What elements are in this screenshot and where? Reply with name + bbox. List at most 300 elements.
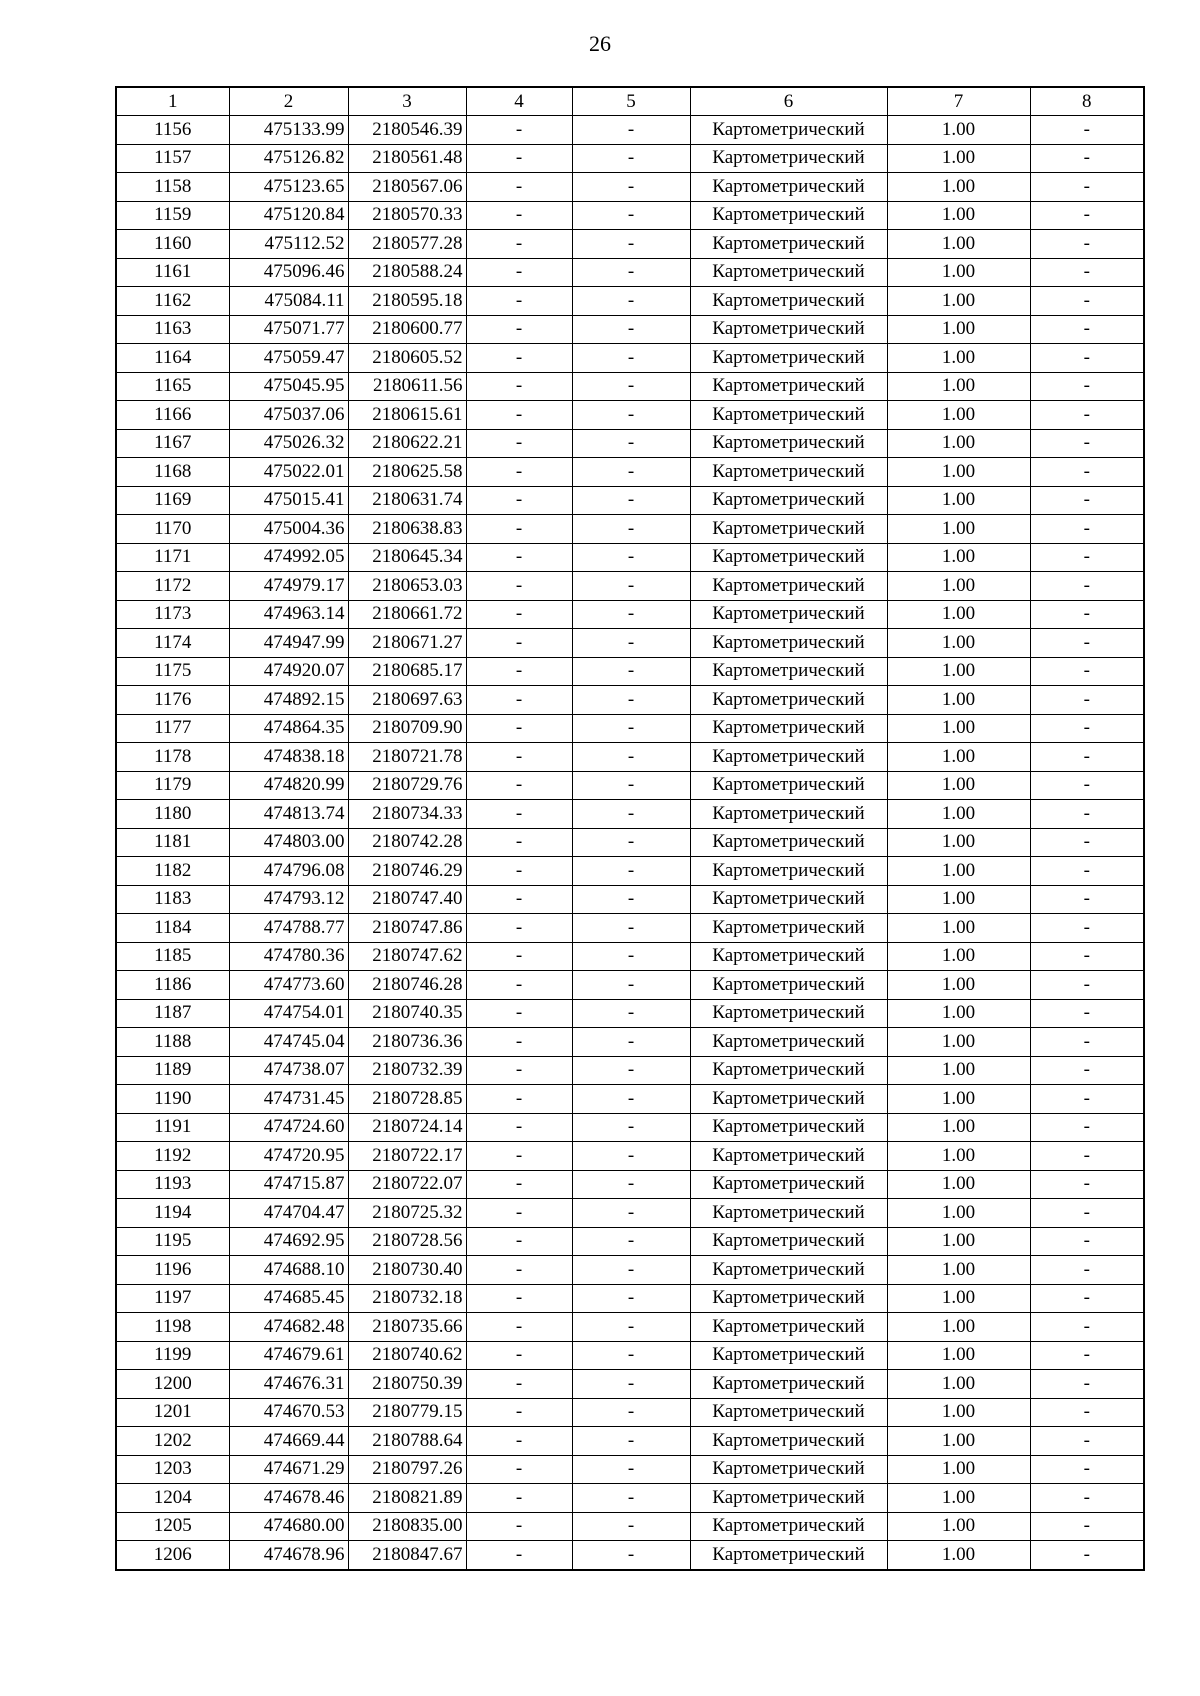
col-8-cell: - [1030, 1256, 1144, 1285]
col-5-cell: - [572, 771, 690, 800]
col-4-cell: - [466, 743, 572, 772]
point-number-cell: 1205 [116, 1512, 229, 1541]
table-row [116, 1113, 1144, 1142]
coord-y-cell: 2180747.86 [348, 914, 466, 943]
coord-y-cell: 2180600.77 [348, 315, 466, 344]
coord-x-cell: 474947.99 [229, 629, 348, 658]
accuracy-cell: 1.00 [887, 1227, 1030, 1256]
coord-y-cell: 2180546.39 [348, 116, 466, 145]
accuracy-cell: 1.00 [887, 230, 1030, 259]
col-4-cell: - [466, 1427, 572, 1456]
col-8-cell: - [1030, 686, 1144, 715]
point-number-cell: 1197 [116, 1284, 229, 1313]
point-number-cell: 1196 [116, 1256, 229, 1285]
method-cell: Картометрический [690, 344, 887, 373]
method-cell: Картометрический [690, 1341, 887, 1370]
table-row [116, 1455, 1144, 1484]
point-number-cell: 1177 [116, 714, 229, 743]
point-number-cell: 1173 [116, 600, 229, 629]
col-8-cell: - [1030, 515, 1144, 544]
method-cell: Картометрический [690, 1512, 887, 1541]
table-row [116, 144, 1144, 173]
coord-x-cell: 474676.31 [229, 1370, 348, 1399]
point-number-cell: 1203 [116, 1455, 229, 1484]
col-8-cell: - [1030, 914, 1144, 943]
coord-x-cell: 475045.95 [229, 372, 348, 401]
col-8-cell: - [1030, 1170, 1144, 1199]
method-cell: Картометрический [690, 657, 887, 686]
coord-x-cell: 474803.00 [229, 828, 348, 857]
coord-y-cell: 2180622.21 [348, 429, 466, 458]
col-8-cell: - [1030, 1398, 1144, 1427]
col-4-cell: - [466, 1227, 572, 1256]
coord-y-cell: 2180740.35 [348, 999, 466, 1028]
table-row [116, 258, 1144, 287]
col-8-cell: - [1030, 1085, 1144, 1114]
coord-x-cell: 474715.87 [229, 1170, 348, 1199]
col-4-cell: - [466, 1284, 572, 1313]
coord-x-cell: 474745.04 [229, 1028, 348, 1057]
col-8-cell: - [1030, 287, 1144, 316]
accuracy-cell: 1.00 [887, 999, 1030, 1028]
accuracy-cell: 1.00 [887, 971, 1030, 1000]
col-5-cell: - [572, 971, 690, 1000]
point-number-cell: 1194 [116, 1199, 229, 1228]
table-body [116, 116, 1144, 1570]
col-5-cell: - [572, 1284, 690, 1313]
col-8-cell: - [1030, 1227, 1144, 1256]
col-8-cell: - [1030, 1484, 1144, 1513]
method-cell: Картометрический [690, 315, 887, 344]
col-8-cell: - [1030, 543, 1144, 572]
col-4-cell: - [466, 1541, 572, 1570]
coord-y-cell: 2180788.64 [348, 1427, 466, 1456]
coord-y-cell: 2180567.06 [348, 173, 466, 202]
col-5-cell: - [572, 401, 690, 430]
table-row [116, 543, 1144, 572]
coord-x-cell: 474963.14 [229, 600, 348, 629]
coord-y-cell: 2180747.40 [348, 885, 466, 914]
header-cell-2: 2 [229, 87, 348, 116]
table-row [116, 201, 1144, 230]
method-cell: Картометрический [690, 258, 887, 287]
header-cell-1: 1 [116, 87, 229, 116]
accuracy-cell: 1.00 [887, 344, 1030, 373]
point-number-cell: 1204 [116, 1484, 229, 1513]
method-cell: Картометрический [690, 230, 887, 259]
method-cell: Картометрический [690, 800, 887, 829]
table-row [116, 999, 1144, 1028]
coord-x-cell: 475059.47 [229, 344, 348, 373]
table-row [116, 714, 1144, 743]
coord-x-cell: 474979.17 [229, 572, 348, 601]
accuracy-cell: 1.00 [887, 629, 1030, 658]
col-8-cell: - [1030, 401, 1144, 430]
coord-x-cell: 475120.84 [229, 201, 348, 230]
point-number-cell: 1175 [116, 657, 229, 686]
accuracy-cell: 1.00 [887, 429, 1030, 458]
coord-y-cell: 2180625.58 [348, 458, 466, 487]
col-5-cell: - [572, 1370, 690, 1399]
col-4-cell: - [466, 999, 572, 1028]
col-5-cell: - [572, 1484, 690, 1513]
point-number-cell: 1180 [116, 800, 229, 829]
coord-y-cell: 2180734.33 [348, 800, 466, 829]
col-8-cell: - [1030, 1341, 1144, 1370]
table-row [116, 771, 1144, 800]
table-row [116, 1341, 1144, 1370]
table-row [116, 230, 1144, 259]
col-4-cell: - [466, 828, 572, 857]
accuracy-cell: 1.00 [887, 144, 1030, 173]
coord-x-cell: 474892.15 [229, 686, 348, 715]
col-4-cell: - [466, 1398, 572, 1427]
header-cell-7: 7 [887, 87, 1030, 116]
accuracy-cell: 1.00 [887, 1427, 1030, 1456]
point-number-cell: 1157 [116, 144, 229, 173]
point-number-cell: 1184 [116, 914, 229, 943]
coord-y-cell: 2180728.56 [348, 1227, 466, 1256]
coord-y-cell: 2180561.48 [348, 144, 466, 173]
coord-x-cell: 474754.01 [229, 999, 348, 1028]
table-row [116, 1370, 1144, 1399]
method-cell: Картометрический [690, 1085, 887, 1114]
coord-x-cell: 474704.47 [229, 1199, 348, 1228]
method-cell: Картометрический [690, 144, 887, 173]
coord-x-cell: 475096.46 [229, 258, 348, 287]
accuracy-cell: 1.00 [887, 600, 1030, 629]
col-5-cell: - [572, 1199, 690, 1228]
accuracy-cell: 1.00 [887, 771, 1030, 800]
col-8-cell: - [1030, 173, 1144, 202]
col-5-cell: - [572, 1541, 690, 1570]
col-4-cell: - [466, 572, 572, 601]
accuracy-cell: 1.00 [887, 1313, 1030, 1342]
method-cell: Картометрический [690, 1370, 887, 1399]
table-row [116, 429, 1144, 458]
coord-y-cell: 2180732.18 [348, 1284, 466, 1313]
table-row [116, 572, 1144, 601]
coord-x-cell: 474680.00 [229, 1512, 348, 1541]
coord-y-cell: 2180750.39 [348, 1370, 466, 1399]
accuracy-cell: 1.00 [887, 1056, 1030, 1085]
point-number-cell: 1168 [116, 458, 229, 487]
accuracy-cell: 1.00 [887, 173, 1030, 202]
accuracy-cell: 1.00 [887, 714, 1030, 743]
table-row [116, 315, 1144, 344]
header-cell-3: 3 [348, 87, 466, 116]
table-row [116, 600, 1144, 629]
col-4-cell: - [466, 1170, 572, 1199]
col-4-cell: - [466, 116, 572, 145]
col-4-cell: - [466, 201, 572, 230]
col-5-cell: - [572, 1085, 690, 1114]
coord-x-cell: 474678.96 [229, 1541, 348, 1570]
col-4-cell: - [466, 914, 572, 943]
coord-x-cell: 474813.74 [229, 800, 348, 829]
col-5-cell: - [572, 828, 690, 857]
col-5-cell: - [572, 1427, 690, 1456]
method-cell: Картометрический [690, 857, 887, 886]
col-8-cell: - [1030, 344, 1144, 373]
point-number-cell: 1164 [116, 344, 229, 373]
coord-x-cell: 474796.08 [229, 857, 348, 886]
method-cell: Картометрический [690, 771, 887, 800]
accuracy-cell: 1.00 [887, 857, 1030, 886]
col-5-cell: - [572, 515, 690, 544]
coord-x-cell: 474920.07 [229, 657, 348, 686]
col-5-cell: - [572, 144, 690, 173]
table-row [116, 885, 1144, 914]
accuracy-cell: 1.00 [887, 401, 1030, 430]
table-row [116, 1028, 1144, 1057]
col-4-cell: - [466, 1056, 572, 1085]
method-cell: Картометрический [690, 1484, 887, 1513]
accuracy-cell: 1.00 [887, 1085, 1030, 1114]
coord-y-cell: 2180577.28 [348, 230, 466, 259]
accuracy-cell: 1.00 [887, 1484, 1030, 1513]
point-number-cell: 1166 [116, 401, 229, 430]
table-row [116, 1541, 1144, 1570]
col-5-cell: - [572, 942, 690, 971]
col-8-cell: - [1030, 1541, 1144, 1570]
coord-y-cell: 2180671.27 [348, 629, 466, 658]
coord-x-cell: 475071.77 [229, 315, 348, 344]
method-cell: Картометрический [690, 1427, 887, 1456]
accuracy-cell: 1.00 [887, 543, 1030, 572]
point-number-cell: 1165 [116, 372, 229, 401]
method-cell: Картометрический [690, 971, 887, 1000]
header-cell-6: 6 [690, 87, 887, 116]
table-row [116, 942, 1144, 971]
table-row [116, 743, 1144, 772]
col-8-cell: - [1030, 315, 1144, 344]
method-cell: Картометрический [690, 1398, 887, 1427]
coord-y-cell: 2180729.76 [348, 771, 466, 800]
col-4-cell: - [466, 1256, 572, 1285]
col-8-cell: - [1030, 429, 1144, 458]
col-5-cell: - [572, 743, 690, 772]
method-cell: Картометрический [690, 999, 887, 1028]
accuracy-cell: 1.00 [887, 201, 1030, 230]
accuracy-cell: 1.00 [887, 258, 1030, 287]
table-row [116, 1398, 1144, 1427]
point-number-cell: 1186 [116, 971, 229, 1000]
method-cell: Картометрический [690, 1056, 887, 1085]
accuracy-cell: 1.00 [887, 885, 1030, 914]
col-4-cell: - [466, 885, 572, 914]
col-8-cell: - [1030, 885, 1144, 914]
table-row [116, 372, 1144, 401]
page-number: 26 [589, 31, 611, 56]
coord-y-cell: 2180588.24 [348, 258, 466, 287]
method-cell: Картометрический [690, 116, 887, 145]
table-row [116, 173, 1144, 202]
coord-y-cell: 2180724.14 [348, 1113, 466, 1142]
table-row [116, 401, 1144, 430]
table-row [116, 1512, 1144, 1541]
point-number-cell: 1193 [116, 1170, 229, 1199]
coord-y-cell: 2180615.61 [348, 401, 466, 430]
method-cell: Картометрический [690, 372, 887, 401]
col-8-cell: - [1030, 600, 1144, 629]
col-5-cell: - [572, 372, 690, 401]
method-cell: Картометрический [690, 1142, 887, 1171]
col-4-cell: - [466, 344, 572, 373]
col-4-cell: - [466, 1199, 572, 1228]
header-cell-8: 8 [1030, 87, 1144, 116]
col-8-cell: - [1030, 999, 1144, 1028]
coord-x-cell: 475022.01 [229, 458, 348, 487]
table-row [116, 1085, 1144, 1114]
col-4-cell: - [466, 1142, 572, 1171]
coord-y-cell: 2180725.32 [348, 1199, 466, 1228]
col-8-cell: - [1030, 1370, 1144, 1399]
col-8-cell: - [1030, 458, 1144, 487]
coord-x-cell: 474692.95 [229, 1227, 348, 1256]
table-row [116, 657, 1144, 686]
point-number-cell: 1187 [116, 999, 229, 1028]
point-number-cell: 1202 [116, 1427, 229, 1456]
col-5-cell: - [572, 572, 690, 601]
coord-x-cell: 474864.35 [229, 714, 348, 743]
col-5-cell: - [572, 258, 690, 287]
col-5-cell: - [572, 287, 690, 316]
col-5-cell: - [572, 885, 690, 914]
method-cell: Картометрический [690, 543, 887, 572]
col-5-cell: - [572, 857, 690, 886]
table-row [116, 1227, 1144, 1256]
col-8-cell: - [1030, 1313, 1144, 1342]
point-number-cell: 1159 [116, 201, 229, 230]
accuracy-cell: 1.00 [887, 1370, 1030, 1399]
coord-x-cell: 475084.11 [229, 287, 348, 316]
col-4-cell: - [466, 1113, 572, 1142]
method-cell: Картометрический [690, 1541, 887, 1570]
coord-x-cell: 474820.99 [229, 771, 348, 800]
coord-x-cell: 474671.29 [229, 1455, 348, 1484]
point-number-cell: 1169 [116, 486, 229, 515]
col-4-cell: - [466, 543, 572, 572]
point-number-cell: 1176 [116, 686, 229, 715]
coord-y-cell: 2180605.52 [348, 344, 466, 373]
accuracy-cell: 1.00 [887, 686, 1030, 715]
coord-y-cell: 2180728.85 [348, 1085, 466, 1114]
col-5-cell: - [572, 1341, 690, 1370]
col-4-cell: - [466, 1085, 572, 1114]
method-cell: Картометрический [690, 885, 887, 914]
point-number-cell: 1188 [116, 1028, 229, 1057]
accuracy-cell: 1.00 [887, 1256, 1030, 1285]
col-8-cell: - [1030, 1455, 1144, 1484]
accuracy-cell: 1.00 [887, 1170, 1030, 1199]
col-5-cell: - [572, 315, 690, 344]
coord-y-cell: 2180631.74 [348, 486, 466, 515]
point-number-cell: 1174 [116, 629, 229, 658]
accuracy-cell: 1.00 [887, 743, 1030, 772]
table-row [116, 800, 1144, 829]
coord-x-cell: 474738.07 [229, 1056, 348, 1085]
coord-y-cell: 2180721.78 [348, 743, 466, 772]
col-5-cell: - [572, 800, 690, 829]
coord-x-cell: 474682.48 [229, 1313, 348, 1342]
col-5-cell: - [572, 629, 690, 658]
point-number-cell: 1170 [116, 515, 229, 544]
coord-y-cell: 2180653.03 [348, 572, 466, 601]
header-row [116, 87, 1144, 116]
point-number-cell: 1182 [116, 857, 229, 886]
accuracy-cell: 1.00 [887, 1541, 1030, 1570]
col-8-cell: - [1030, 629, 1144, 658]
col-5-cell: - [572, 914, 690, 943]
col-8-cell: - [1030, 258, 1144, 287]
col-8-cell: - [1030, 486, 1144, 515]
table-row [116, 629, 1144, 658]
col-5-cell: - [572, 1028, 690, 1057]
col-4-cell: - [466, 173, 572, 202]
coord-y-cell: 2180746.29 [348, 857, 466, 886]
table-row [116, 1313, 1144, 1342]
col-4-cell: - [466, 258, 572, 287]
method-cell: Картометрический [690, 458, 887, 487]
accuracy-cell: 1.00 [887, 315, 1030, 344]
col-4-cell: - [466, 1370, 572, 1399]
method-cell: Картометрический [690, 1199, 887, 1228]
table-row [116, 914, 1144, 943]
point-number-cell: 1198 [116, 1313, 229, 1342]
coord-y-cell: 2180638.83 [348, 515, 466, 544]
method-cell: Картометрический [690, 600, 887, 629]
method-cell: Картометрический [690, 629, 887, 658]
col-5-cell: - [572, 116, 690, 145]
coord-y-cell: 2180722.17 [348, 1142, 466, 1171]
method-cell: Картометрический [690, 914, 887, 943]
accuracy-cell: 1.00 [887, 458, 1030, 487]
col-4-cell: - [466, 857, 572, 886]
coord-y-cell: 2180570.33 [348, 201, 466, 230]
col-5-cell: - [572, 999, 690, 1028]
col-8-cell: - [1030, 771, 1144, 800]
coord-x-cell: 474669.44 [229, 1427, 348, 1456]
coord-x-cell: 475126.82 [229, 144, 348, 173]
table-row [116, 686, 1144, 715]
accuracy-cell: 1.00 [887, 914, 1030, 943]
point-number-cell: 1191 [116, 1113, 229, 1142]
col-4-cell: - [466, 144, 572, 173]
col-8-cell: - [1030, 1142, 1144, 1171]
col-8-cell: - [1030, 828, 1144, 857]
col-4-cell: - [466, 629, 572, 658]
col-4-cell: - [466, 515, 572, 544]
coord-x-cell: 474731.45 [229, 1085, 348, 1114]
accuracy-cell: 1.00 [887, 372, 1030, 401]
coord-y-cell: 2180742.28 [348, 828, 466, 857]
col-5-cell: - [572, 657, 690, 686]
point-number-cell: 1195 [116, 1227, 229, 1256]
coord-x-cell: 474720.95 [229, 1142, 348, 1171]
accuracy-cell: 1.00 [887, 800, 1030, 829]
col-8-cell: - [1030, 372, 1144, 401]
col-4-cell: - [466, 1341, 572, 1370]
coord-y-cell: 2180697.63 [348, 686, 466, 715]
coord-y-cell: 2180735.66 [348, 1313, 466, 1342]
coord-y-cell: 2180835.00 [348, 1512, 466, 1541]
coord-x-cell: 474838.18 [229, 743, 348, 772]
coord-x-cell: 475123.65 [229, 173, 348, 202]
point-number-cell: 1206 [116, 1541, 229, 1570]
accuracy-cell: 1.00 [887, 116, 1030, 145]
point-number-cell: 1163 [116, 315, 229, 344]
